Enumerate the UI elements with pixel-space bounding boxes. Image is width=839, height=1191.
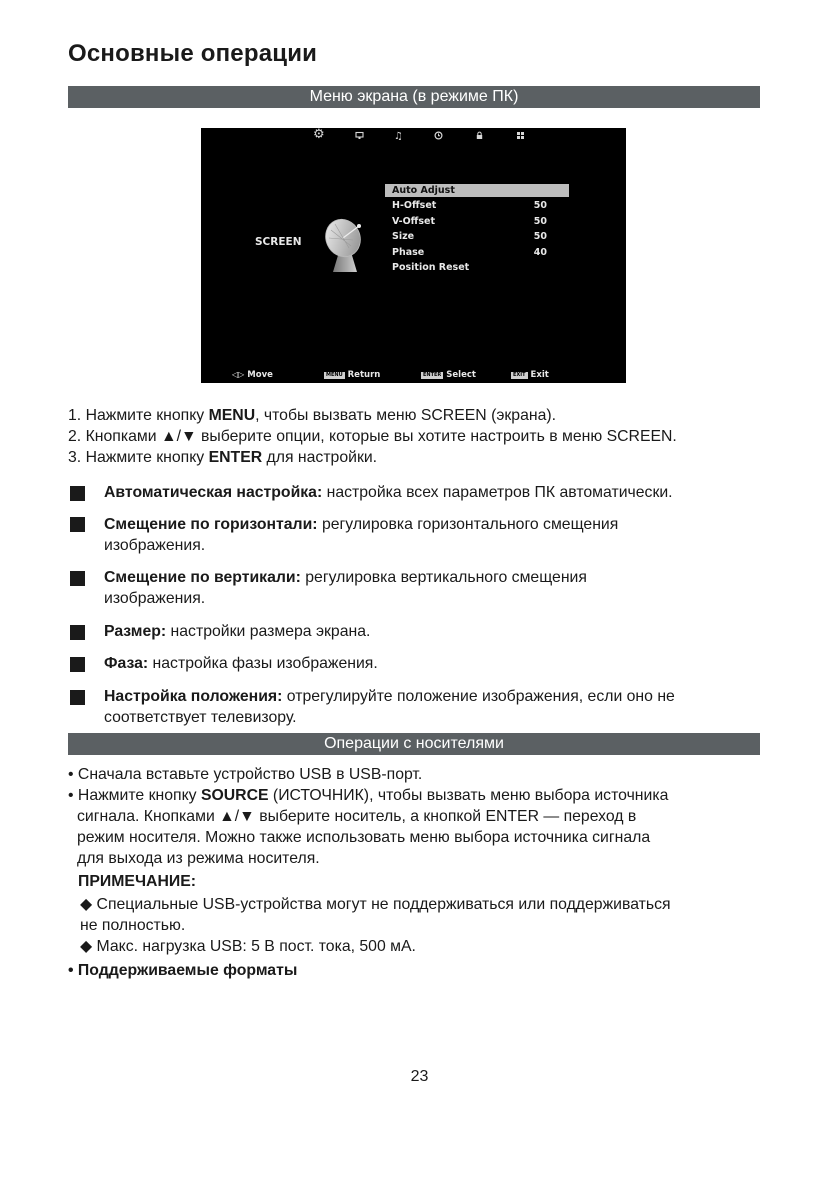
media-instructions bbox=[68, 764, 768, 869]
menu-key-icon: MENU bbox=[326, 372, 343, 378]
exit-key-icon: EXIT bbox=[513, 372, 526, 378]
media-step-2-line-1: • Нажмите кнопку SOURCE (ИСТОЧНИК), чтобы вызвать меню выбора источника bbox=[68, 787, 669, 804]
music-icon: ♫ bbox=[394, 131, 403, 142]
bullet-square-icon bbox=[70, 657, 85, 672]
osd-hint-return: MENU Return bbox=[326, 370, 381, 380]
media-step-2-line-2: сигнала. Кнопками ▲/▼ выберите носитель, а кнопкой ENTER — переход в bbox=[77, 808, 637, 825]
bullet-square-icon bbox=[70, 625, 85, 640]
enter-key-icon: ENTER bbox=[423, 372, 442, 378]
bullet-position-reset: Настройка положения: отрегулируйте положение изображения, если оно не соответствует телевизору. bbox=[104, 688, 675, 726]
supported-formats-heading: • Поддерживаемые форматы bbox=[68, 962, 298, 979]
note-item-1-line-2: не полностью. bbox=[80, 917, 186, 934]
bullet-square-icon bbox=[70, 571, 85, 586]
osd-menu-item-position-reset[interactable]: Position Reset bbox=[392, 262, 470, 273]
osd-menu-item-auto-adjust[interactable]: Auto Adjust bbox=[385, 184, 569, 197]
osd-menu-item-h-offset[interactable]: H-Offset 50 bbox=[392, 200, 547, 211]
osd-screenshot bbox=[201, 128, 626, 383]
osd-menu-item-phase[interactable]: Phase 40 bbox=[392, 246, 547, 258]
osd-hint-move: ◁▷ Move bbox=[232, 370, 273, 380]
section-header-pc-menu: Меню экрана (в режиме ПК) bbox=[68, 86, 760, 108]
grid-icon bbox=[516, 131, 525, 144]
bullet-h-offset: Смещение по горизонтали: регулировка горизонтального смещения изображения. bbox=[104, 516, 619, 554]
note-list bbox=[80, 894, 770, 957]
step-1: 1. Нажмите кнопку MENU, чтобы вызвать меню SCREEN (экрана). bbox=[68, 407, 557, 424]
osd-top-bar bbox=[201, 128, 626, 146]
monitor-icon bbox=[355, 131, 364, 144]
bullet-v-offset: Смещение по вертикали: регулировка вертикального смещения изображения. bbox=[104, 569, 587, 607]
page-title: Основные операции bbox=[68, 40, 318, 67]
osd-hint-bar bbox=[201, 368, 626, 382]
osd-menu-item-v-offset[interactable]: V-Offset 50 bbox=[392, 215, 547, 227]
bullet-square-icon bbox=[70, 486, 85, 501]
osd-section-label: SCREEN bbox=[255, 236, 302, 248]
media-step-2-line-3: режим носителя. Можно также использовать меню выбора источника сигнала bbox=[77, 829, 651, 846]
bullet-phase: Фаза: настройка фазы изображения. bbox=[104, 655, 378, 672]
osd-hint-select: ENTER Select bbox=[423, 370, 476, 380]
steps-list bbox=[68, 405, 788, 468]
osd-menu-item-size[interactable]: Size 50 bbox=[392, 231, 547, 242]
note-item-1-line-1: ◆ Специальные USB-устройства могут не поддерживаться или поддерживаться bbox=[80, 896, 671, 913]
step-2: 2. Кнопками ▲/▼ выберите опции, которые вы хотите настроить в меню SCREEN. bbox=[68, 428, 677, 445]
bullet-square-icon bbox=[70, 690, 85, 705]
osd-menu-list bbox=[385, 184, 569, 276]
osd-hint-exit: EXIT Exit bbox=[513, 370, 549, 380]
media-step-1: • Сначала вставьте устройство USB в USB-порт. bbox=[68, 766, 423, 783]
move-arrows-icon: ◁▷ bbox=[232, 370, 245, 379]
media-step-2-line-4: для выхода из режима носителя. bbox=[77, 850, 320, 867]
note-heading: ПРИМЕЧАНИЕ: bbox=[78, 873, 197, 890]
bullet-auto-adjust: Автоматическая настройка: настройка всех параметров ПК автоматически. bbox=[104, 484, 673, 501]
note-item-2: ◆ Макс. нагрузка USB: 5 В пост. тока, 500 мА. bbox=[80, 938, 416, 955]
bullet-square-icon bbox=[70, 517, 85, 532]
bullet-size: Размер: настройки размера экрана. bbox=[104, 623, 371, 640]
gear-icon: ⚙ bbox=[313, 128, 325, 142]
section-header-media: Операции с носителями bbox=[68, 733, 760, 755]
lock-icon bbox=[475, 131, 484, 144]
satellite-dish-icon bbox=[321, 214, 369, 274]
clock-icon bbox=[434, 131, 443, 144]
page-number: 23 bbox=[410, 1068, 429, 1085]
step-3: 3. Нажмите кнопку ENTER для настройки. bbox=[68, 449, 378, 466]
